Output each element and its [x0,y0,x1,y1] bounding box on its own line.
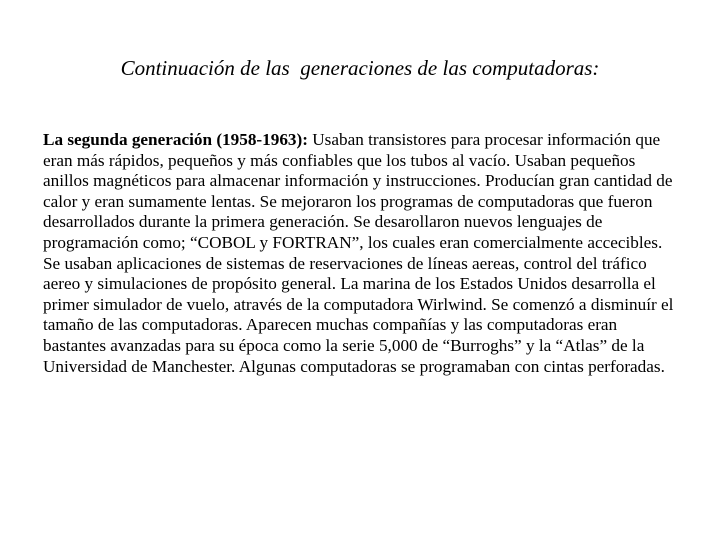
body-paragraph [43,130,683,377]
paragraph-text: Usaban transistores para procesar información que eran más rápidos, pequeños y más confiables que los tubos al vacío. Usaban pequeños anillos magnéticos para almacenar información y instrucciones. Producían gran cantidad de calor y eran sumamente lentas. Se mejoraron los programas de computadoras que fueron desarrollados durante la primera generación. Se desarollaron nuevos lenguajes de programación como; “COBOL y FORTRAN”, los cuales eran comercialmente accecibles. Se usaban aplicaciones de sistemas de reservaciones de líneas aereas, control del tráfico aereo y simulaciones de propósito general. La marina de los Estados Unidos desarrolla el primer simulador de vuelo, através de la computadora Wirlwind. Se comenzó a disminuír el tamaño de las computadoras. Aparecen muchas compañías y las computadoras eran bastantes avanzadas para su época como la serie 5,000 de “Burroghs” y la “Atlas” de la Universidad de Manchester. Algunas computadoras se programaban con cintas perforadas. [43,130,674,376]
slide-title: Continuación de las generaciones de las computadoras: [120,56,600,80]
paragraph-lead: La segunda generación (1958-1963): [43,130,308,149]
